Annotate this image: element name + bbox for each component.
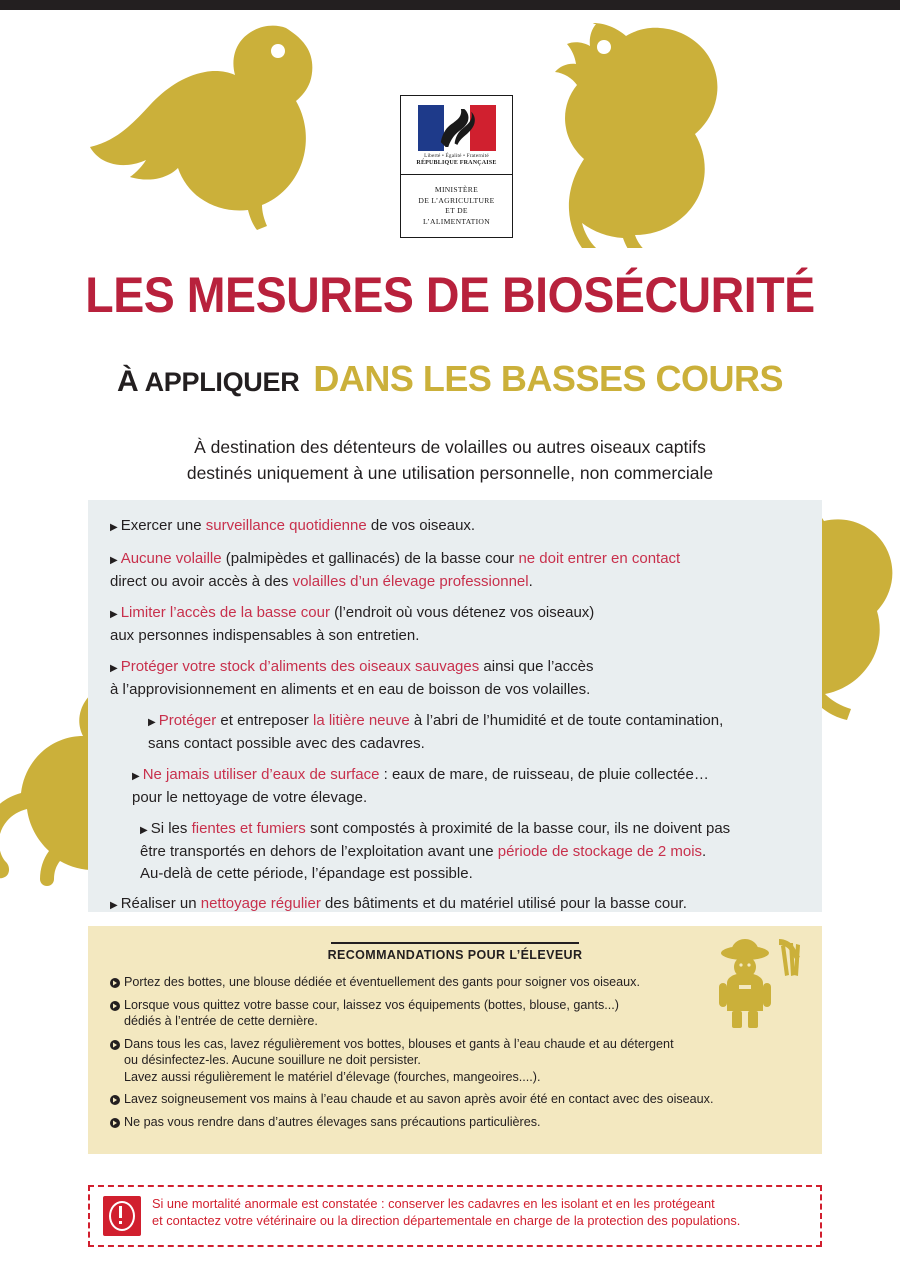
page-title: LES MESURES DE BIOSÉCURITÉ: [85, 267, 815, 323]
subtitle-prefix-a: À: [117, 365, 139, 398]
measure-text: être transportés en dehors de l’exploitation avant une: [140, 843, 498, 860]
measure-text: Protéger: [158, 711, 217, 729]
measures-list: [110, 515, 810, 926]
measure-text: Au-delà de cette période, l’épandage est possible.: [140, 864, 473, 882]
measure-text: période de stockage de 2 mois: [497, 843, 703, 860]
measure-text: à l’abri de l’humidité et de toute contamination,: [409, 711, 724, 729]
bullet-arrow-icon: ▶: [110, 608, 118, 620]
measure-text: .: [702, 843, 707, 860]
recommendation-item: [110, 997, 750, 1030]
measure-text: (palmipèdes et gallinacés) de la basse cour: [221, 549, 519, 567]
measure-text: fientes et fumiers: [191, 819, 306, 837]
ministry-line-2: DE L’AGRICULTURE: [418, 195, 495, 205]
recommendations-list: [110, 974, 750, 1136]
bullet-arrow-icon: ▶: [110, 522, 118, 533]
recommendation-text: Lorsque vous quittez votre basse cour, laissez vos équipements (bottes, blouse, gants...): [124, 997, 619, 1012]
measure-text: Protéger votre stock d’aliments des oiseaux sauvages: [120, 657, 480, 675]
recommendations-title-rule: [331, 942, 579, 944]
subtitle-prefix-rest: APPLIQUER: [144, 367, 300, 397]
measure-text: volailles d’un élevage professionnel: [292, 573, 529, 590]
measure-text: pour le nettoyage de votre élevage.: [132, 789, 368, 806]
recommendation-item: [110, 1036, 750, 1086]
measure-text: sont compostés à proximité de la basse cour, ils ne doivent pas: [305, 819, 731, 837]
bullet-arrow-icon: ▶: [110, 662, 118, 674]
measure-text: Limiter l’accès de la basse cour: [120, 603, 330, 621]
farmer-icon: [705, 935, 805, 1030]
logo-ministry-name: [401, 185, 512, 227]
marianne-icon: [435, 109, 477, 147]
ministry-line-4: L’ALIMENTATION: [422, 216, 490, 226]
recommendation-text: ou désinfectez-les. Aucune souillure ne doit persister.: [124, 1053, 421, 1067]
logo-divider: [401, 174, 512, 175]
bullet-arrow-icon: ▶: [140, 824, 148, 836]
recommendation-text: Dans tous les cas, lavez régulièrement vos bottes, blouses et gants à l’eau chaude et au détergent: [124, 1036, 674, 1051]
measure-item-aucune-volaille: [110, 548, 810, 593]
recommendation-text: Ne pas vous rendre dans d’autres élevages sans précautions particulières.: [124, 1114, 541, 1129]
lede-line-1: À destination des détenteurs de volailles ou autres oiseaux captifs: [194, 437, 706, 457]
recommendation-text: Portez des bottes, une blouse dédiée et éventuellement des gants pour soigner vos oiseaux.: [124, 975, 640, 989]
french-flag-icon: [418, 105, 496, 151]
duck-silhouette-icon: [90, 20, 320, 230]
measure-item-eaux-de-surface: [132, 764, 810, 809]
measure-text: des bâtiments et du matériel utilisé pour la basse cour.: [320, 895, 687, 912]
ministry-line-3: ET DE: [445, 206, 468, 215]
measure-text: : eaux de mare, de ruisseau, de pluie collectée…: [379, 765, 709, 783]
lede-line-2: destinés uniquement à une utilisation personnelle, non commerciale: [186, 463, 714, 483]
recommendations-title: RECOMMANDATIONS POUR L’ÉLEVEUR: [327, 948, 583, 962]
warning-icon: [103, 1196, 141, 1236]
measure-text: sans contact possible avec des cadavres.: [148, 735, 425, 752]
arrow-bullet-icon: [110, 1038, 120, 1048]
measure-text: ainsi que l’accès: [479, 657, 594, 675]
measure-text: Exercer une: [120, 517, 206, 534]
alert-line-2: et contactez votre vétérinaire ou la direction départementale en charge de la protection des populations.: [152, 1213, 741, 1228]
recommendation-text: dédiés à l’entrée de cette dernière.: [124, 1014, 318, 1028]
measure-text: aux personnes indispensables à son entretien.: [110, 627, 420, 644]
measure-item-nettoyage-regulier: [110, 893, 810, 917]
bullet-arrow-icon: ▶: [148, 716, 156, 728]
measure-text: Aucune volaille: [120, 549, 222, 567]
measure-text: Réaliser un: [120, 895, 201, 912]
measure-item-fientes-fumiers: [140, 818, 810, 885]
arrow-bullet-icon: [110, 1116, 120, 1126]
recommendation-item: [110, 1091, 750, 1108]
recommendation-item: [110, 1114, 750, 1131]
arrow-bullet-icon: [110, 1093, 120, 1103]
recommendation-text: Lavez soigneusement vos mains à l’eau chaude et au savon après avoir été en contact avec des oiseaux.: [124, 1092, 714, 1106]
bullet-arrow-icon: ▶: [132, 770, 140, 782]
top-black-bar: [0, 0, 900, 10]
ministry-logo: [400, 95, 513, 238]
measure-text: à l’approvisionnement en aliments et en eau de boisson de vos volailles.: [110, 681, 591, 698]
measure-text: Si les: [150, 819, 192, 837]
measure-text: (l’endroit où vous détenez vos oiseaux): [329, 603, 595, 621]
arrow-bullet-icon: [110, 976, 120, 986]
logo-devise: Liberté • Égalité • Fraternité: [424, 153, 489, 159]
subtitle-highlight: DANS LES BASSES COURS: [313, 358, 783, 399]
recommendation-text: Lavez aussi régulièrement le matériel d’élevage (fourches, mangeoires....).: [124, 1069, 541, 1084]
measure-text: .: [528, 573, 533, 590]
arrow-bullet-icon: [110, 999, 120, 1009]
poster-page: [0, 10, 900, 1287]
measure-text: de vos oiseaux.: [366, 517, 476, 534]
measure-text: nettoyage régulier: [200, 895, 321, 912]
measure-text: et entreposer: [216, 711, 313, 729]
ministry-line-1: MINISTÈRE: [434, 185, 479, 194]
bullet-arrow-icon: ▶: [110, 554, 118, 566]
subtitle-prefix: [117, 367, 299, 397]
measure-text: ne doit entrer en contact: [518, 549, 681, 567]
hen-silhouette-icon: [530, 18, 780, 248]
bullet-arrow-icon: ▶: [110, 900, 118, 911]
measure-item-surveillance: [110, 515, 810, 539]
recommendation-item: [110, 974, 750, 991]
measure-text: direct ou avoir accès à des: [110, 573, 293, 590]
measure-item-proteger-stock: [110, 656, 810, 701]
logo-republic: RÉPUBLIQUE FRANÇAISE: [416, 160, 497, 166]
measure-text: Ne jamais utiliser d’eaux de surface: [142, 765, 380, 783]
alert-text: [152, 1195, 812, 1229]
measure-item-limiter-acces: [110, 602, 810, 647]
page-subtitle: [0, 358, 900, 400]
page-lede: [0, 434, 900, 486]
alert-line-1: Si une mortalité anormale est constatée : conserver les cadavres en les isolant et en les protégeant: [152, 1196, 715, 1211]
measure-text: surveillance quotidienne: [205, 517, 367, 534]
measure-text: la litière neuve: [312, 711, 410, 729]
measure-item-litiere-neuve: [148, 710, 810, 755]
